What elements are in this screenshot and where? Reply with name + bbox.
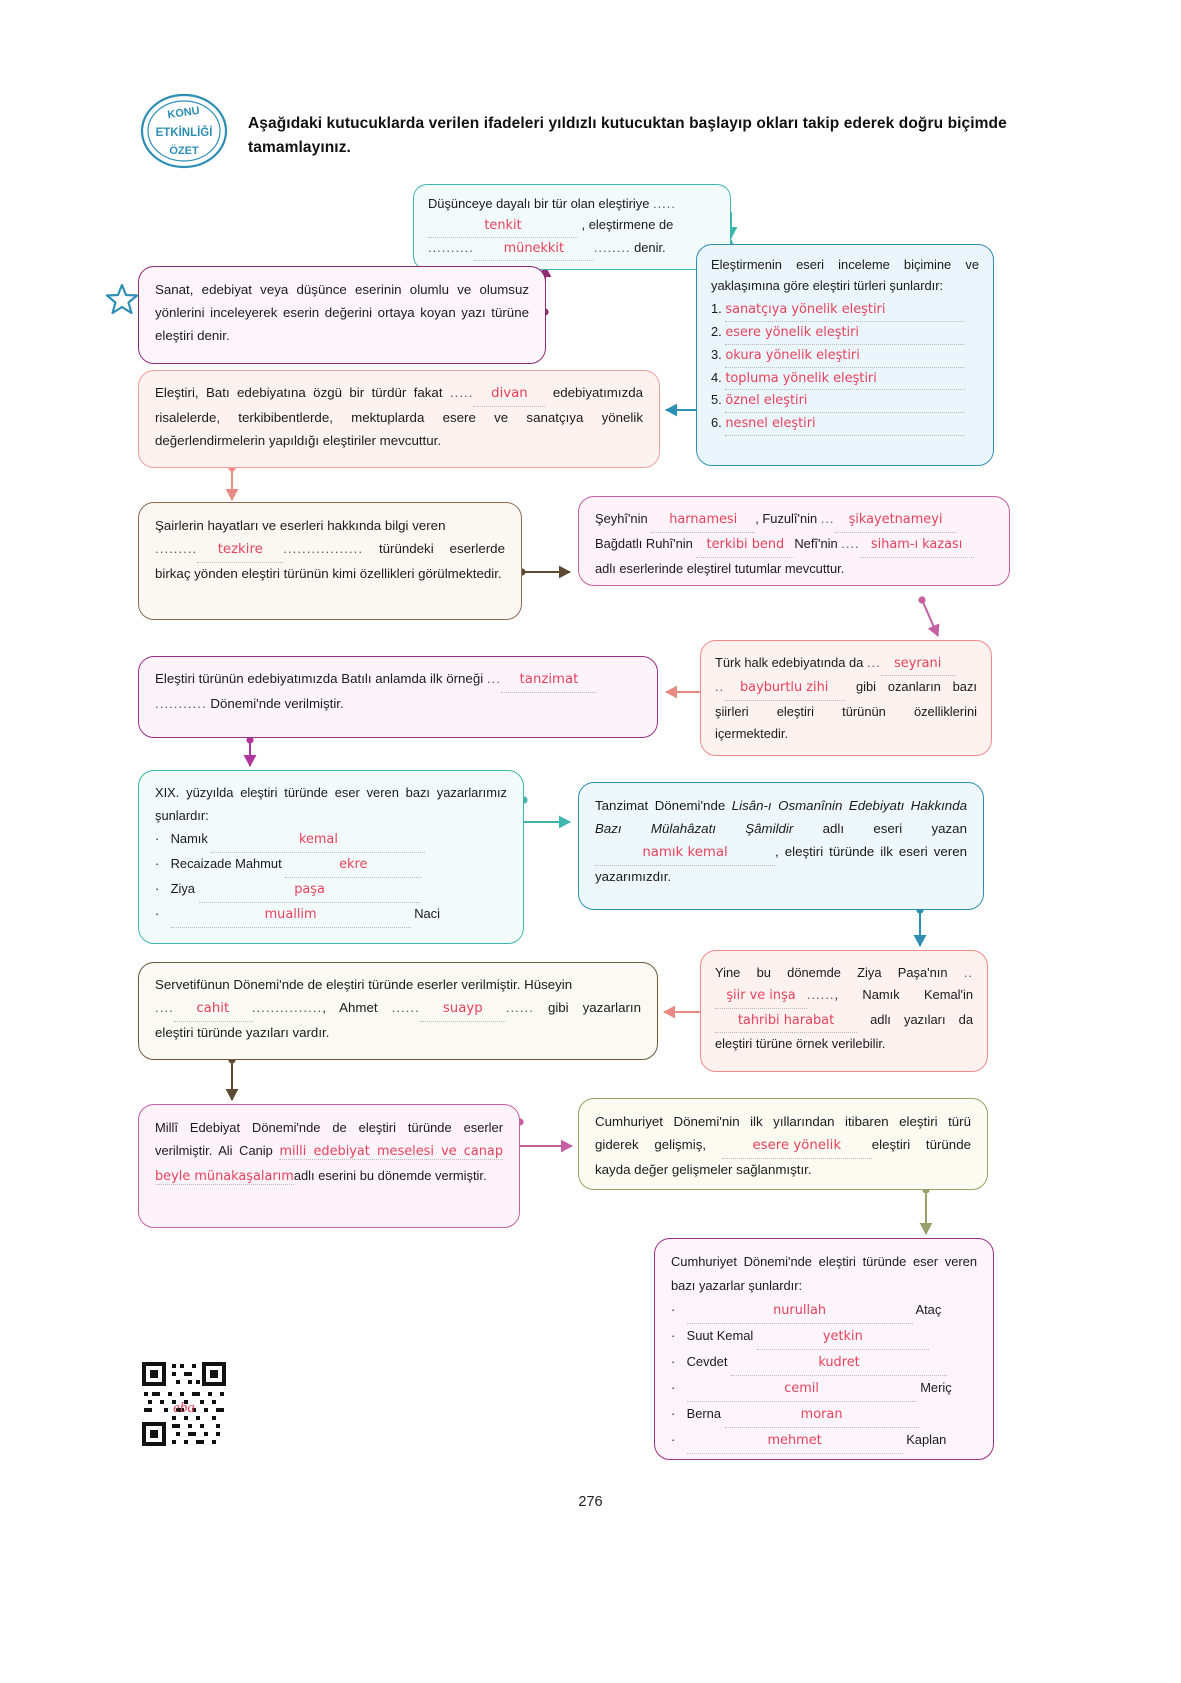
- cumhuriyet2-item-answer[interactable]: yetkin: [757, 1325, 929, 1350]
- box-seyhi-fuzuli: Şeyhî'nin harnamesi , Fuzulî'nin ... şikayetnameyi Bağdatlı Ruhî'nin terkibi bend Nefî'nin .... siham-ı kazası adlı eserlerinde eleştirel tutumlar mevcuttur.: [578, 496, 1010, 586]
- xix-item-prefix: Ziya: [170, 880, 195, 896]
- cumhuriyet1-text-1: Cumhuriyet Dönemi'nin ilk yıllarından itibaren eleştiri türü giderek gelişmiş,: [595, 1114, 971, 1152]
- cumhuriyet2-intro: Cumhuriyet Dönemi'nde eleştiri türünde eser veren bazı yazarlar şunlardır:: [671, 1254, 977, 1293]
- ziyapasa-answer-1[interactable]: şiir ve inşa: [715, 985, 807, 1008]
- seyhi-answer-3[interactable]: terkibi bend: [696, 534, 794, 558]
- tezkire-text-1: Şairlerin hayatları ve eserleri hakkında bilgi veren: [155, 518, 446, 533]
- ziyapasa-text-2: , Namık Kemal'in: [834, 987, 973, 1003]
- cumhuriyet2-item: · nurullah Ataç: [671, 1298, 977, 1324]
- servetifunun-answer-1[interactable]: cahit: [174, 998, 252, 1022]
- turleri-item-number: 5.: [711, 392, 722, 408]
- halk-answer-2[interactable]: bayburtlu zihi: [724, 677, 844, 700]
- seyhi-text-1: Şeyhî'nin: [595, 511, 648, 526]
- cumhuriyet2-item: · Suut Kemal yetkin: [671, 1324, 977, 1350]
- seyhi-text-4: Nefî'nin: [794, 535, 838, 551]
- turleri-item: [711, 413, 979, 436]
- cumhuriyet2-item: · Cevdet kudret: [671, 1350, 977, 1376]
- halk-answer-1[interactable]: seyrani: [881, 653, 955, 676]
- tenkit-text-1: Düşünceye dayalı bir tür olan eleştiriye: [428, 196, 650, 211]
- cumhuriyet2-item: · Berna moran: [671, 1402, 977, 1428]
- cumhuriyet2-item-answer[interactable]: nurullah: [687, 1299, 913, 1324]
- cumhuriyet2-item-prefix: Berna: [686, 1406, 721, 1421]
- turleri-item-number: 2.: [711, 323, 722, 339]
- box-cumhuriyet-gelisim: [578, 1098, 988, 1190]
- cumhuriyet2-item-answer[interactable]: kudret: [731, 1351, 947, 1376]
- box-lisan-i-osmani: [578, 782, 984, 910]
- turleri-item: [711, 390, 979, 413]
- box-servetifunun: Servetifünun Dönemi'nde de eleştiri türünde eserler verilmiştir. Hüseyin .... cahit ..............., Ahmet ...... suayp ...... gibi yazarların eleştiri türünde yazıları vardır.: [138, 962, 658, 1060]
- cumhuriyet2-item-suffix: Meriç: [920, 1380, 952, 1395]
- qr-eba-label: eba: [173, 1400, 195, 1416]
- tanzimat-text-2: Dönemi'nde verilmiştir.: [210, 695, 344, 711]
- box-ziya-pasa-siir-insa: Yine bu dönemde Ziya Paşa'nın ..şiir ve inşa ......, Namık Kemal'in tahribi harabat adlı yazıları da eleştiri türüne örnek verilebilir.: [700, 950, 988, 1072]
- tanzimat-text-1: Eleştiri türünün edebiyatımızda Batılı anlamda ilk örneği: [155, 671, 484, 686]
- ziyapasa-text-1: Yine bu dönemde Ziya Paşa'nın: [715, 965, 948, 980]
- xix-item-answer[interactable]: paşa: [199, 879, 421, 903]
- svg-text:ÖZET: ÖZET: [169, 145, 199, 157]
- halk-text-1: Türk halk edebiyatında da: [715, 655, 864, 670]
- cumhuriyet2-item-answer[interactable]: mehmet: [687, 1429, 903, 1454]
- xix-item-suffix: Naci: [414, 905, 440, 921]
- cumhuriyet2-item-prefix: Cevdet: [686, 1354, 728, 1369]
- turleri-item-answer[interactable]: nesnel eleştiri: [725, 414, 965, 436]
- box-tenkit: Düşünceye dayalı bir tür olan eleştiriye ..... tenkit , eleştirmene de .......... münekkit ........ denir.: [413, 184, 731, 270]
- xix-item-prefix: Namık: [170, 830, 208, 846]
- tezkire-text-2: türündeki eserlerde birkaç yönden eleştiri türünün kimi özellikleri görülmektedir.: [155, 540, 505, 581]
- ziyapasa-answer-2[interactable]: tahribi harabat: [715, 1010, 857, 1033]
- turleri-intro: Eleştirmenin eseri inceleme biçimine ve yaklaşımına göre eleştiri türleri şunlardır:: [711, 257, 979, 293]
- qr-code[interactable]: [138, 1358, 230, 1450]
- turleri-item-answer[interactable]: esere yönelik eleştiri: [725, 323, 965, 345]
- lisan-text-1: Tanzimat Dönemi'nde: [595, 798, 726, 813]
- turleri-item-number: 3.: [711, 346, 722, 362]
- start-star-icon: [104, 282, 140, 318]
- seyhi-text-5: adlı eserlerinde eleştirel tutumlar mevcuttur.: [595, 560, 845, 576]
- lisan-eser-adi: Lisân-ı Osmanînin Edebiyatı Hakkında Bazı Mülahâzatı Şâmildir: [595, 798, 967, 836]
- servetifunun-text-1: Servetifünun Dönemi'nde de eleştiri türünde eserler verilmiştir. Hüseyin: [155, 977, 573, 992]
- tezkire-answer[interactable]: tezkire: [197, 539, 283, 563]
- elestiri-def-text: Sanat, edebiyat veya düşünce eserinin olumlu ve olumsuz yönlerini inceleyerek eserin değerini ortaya koyan yazı türüne eleştiri denir.: [155, 282, 529, 343]
- cumhuriyet2-item-answer[interactable]: cemil: [687, 1377, 917, 1402]
- milli-text-1: Millî Edebiyat Dönemi'nde de eleştiri türünde eserler verilmiştir. Ali Canip: [155, 1120, 503, 1159]
- box-divan-edebiyati: Eleştiri, Batı edebiyatına özgü bir türdür fakat ..... divan edebiyatımızda risalelerde, terkibibentlerde, mektuplarda esere ve sanatçıya yönelik değerlendirmelerin yapıldığı eleştiriler mevcuttur.: [138, 370, 660, 468]
- seyhi-answer-4[interactable]: siham-ı kazası: [860, 534, 974, 558]
- xix-intro: XIX. yüzyılda eleştiri türünde eser veren bazı yazarlarımız şunlardır:: [155, 785, 507, 823]
- svg-text:ETKİNLİĞİ: ETKİNLİĞİ: [155, 127, 213, 139]
- box-xix-yuzyil-yazarlar: [138, 770, 524, 944]
- box-milli-edebiyat: [138, 1104, 520, 1228]
- milli-text-2: adlı eserini bu dönemde vermiştir.: [293, 1167, 487, 1183]
- box-elestiri-tanimi: [138, 266, 546, 364]
- cumhuriyet2-item: · cemil Meriç: [671, 1376, 977, 1402]
- cumhuriyet2-item-prefix: Suut Kemal: [686, 1328, 754, 1343]
- divan-answer[interactable]: divan: [473, 383, 545, 407]
- lisan-text-2: adlı eseri yazan: [822, 820, 967, 836]
- konu-etkinligi-ozeti-stamp: [138, 88, 230, 174]
- turleri-item: [711, 299, 979, 322]
- servetifunun-answer-2[interactable]: suayp: [420, 998, 506, 1022]
- lisan-answer[interactable]: namık kemal: [595, 842, 775, 866]
- ziyapasa-text-3: adlı yazıları da eleştiri türüne örnek verilebilir.: [715, 1011, 973, 1052]
- turleri-item: [711, 368, 979, 391]
- xix-item-answer[interactable]: ekre: [285, 854, 421, 878]
- tenkit-text-3: denir.: [634, 239, 666, 255]
- lisan-text-3: , eleştiri türünde ilk eseri veren yazarımızdır.: [595, 843, 967, 884]
- tenkit-text-2: , eleştirmene de: [581, 216, 674, 232]
- box-cumhuriyet-yazarlar: [654, 1238, 994, 1460]
- tenkit-answer-1[interactable]: tenkit: [428, 216, 578, 238]
- cumhuriyet2-item-suffix: Kaplan: [906, 1432, 947, 1447]
- xix-item: · Namık kemal: [155, 828, 507, 853]
- xix-item-prefix: Recaizade Mahmut: [170, 855, 282, 871]
- turleri-item: [711, 345, 979, 368]
- seyhi-text-2: , Fuzulî'nin: [755, 511, 818, 526]
- box-tanzimat-ilk-ornek: Eleştiri türünün edebiyatımızda Batılı anlamda ilk örneği ... tanzimat ........... Dönemi'nde verilmiştir.: [138, 656, 658, 738]
- cumhuriyet2-item: · mehmet Kaplan: [671, 1428, 977, 1454]
- seyhi-text-3: Bağdatlı Ruhî'nin: [595, 535, 693, 551]
- box-halk-edebiyati: Türk halk edebiyatında da ... seyrani .. bayburtlu zihi gibi ozanların bazı şiirleri eleştiri türünün özelliklerini içermektedir.: [700, 640, 992, 756]
- xix-item: · Recaizade Mahmut ekre: [155, 853, 507, 878]
- turleri-item-number: 1.: [711, 300, 722, 316]
- xix-item: · Ziya paşa: [155, 878, 507, 903]
- xix-item: · muallim Naci: [155, 903, 507, 928]
- servetifunun-text-2: , Ahmet: [322, 999, 378, 1015]
- tanzimat-answer[interactable]: tanzimat: [501, 669, 597, 693]
- servetifunun-text-3: gibi yazarların eleştiri türünde yazıları vardır.: [155, 999, 642, 1040]
- cumhuriyet1-text-2: eleştiri türünde kayda değer gelişmeler sağlanmıştır.: [595, 1136, 971, 1177]
- divan-text-2: edebiyatımızda risalelerde, terkibibentlerde, mektuplarda esere ve sanatçıya yönelik değerlendirmelerin yapıldığı eleştiriler mevcuttur.: [155, 385, 644, 448]
- turleri-item-answer[interactable]: topluma yönelik eleştiri: [725, 369, 965, 391]
- box-tezkire: Şairlerin hayatları ve eserleri hakkında bilgi veren ......... tezkire ................. türündeki eserlerde birkaç yönden eleştiri türünün kimi özellikleri görülmektedir.: [138, 502, 522, 620]
- turleri-item-answer[interactable]: sanatçıya yönelik eleştiri: [725, 300, 965, 322]
- cumhuriyet1-answer[interactable]: esere yönelik: [722, 1135, 872, 1159]
- turleri-item-answer[interactable]: öznel eleştiri: [725, 391, 965, 413]
- cumhuriyet2-item-answer[interactable]: moran: [725, 1403, 919, 1428]
- turleri-item: [711, 322, 979, 345]
- box-elestiri-turleri: [696, 244, 994, 466]
- page-number: 276: [578, 1494, 603, 1510]
- halk-text-2: gibi ozanların bazı şiirleri eleştiri türünün özelliklerini içermektedir.: [715, 679, 977, 742]
- seyhi-answer-1[interactable]: harnamesi: [651, 509, 755, 533]
- milli-answer[interactable]: milli edebiyat meselesi ve canap beyle münakaşalarım: [155, 1144, 504, 1184]
- divan-text-1: Eleştiri, Batı edebiyatına özgü bir türdür fakat: [155, 385, 443, 400]
- page-instruction: Aşağıdaki kutucuklarda verilen ifadeleri yıldızlı kutucuktan başlayıp okları takip ederek doğru biçimde tamamlayınız.: [248, 115, 1007, 157]
- seyhi-answer-2[interactable]: şikayetnameyi: [835, 509, 957, 533]
- xix-item-answer[interactable]: kemal: [211, 829, 425, 853]
- tenkit-answer-2[interactable]: münekkit: [474, 239, 594, 261]
- cumhuriyet2-item-suffix: Ataç: [915, 1302, 942, 1317]
- svg-text:KONU: KONU: [166, 104, 201, 122]
- turleri-item-number: 4.: [711, 369, 722, 385]
- turleri-item-answer[interactable]: okura yönelik eleştiri: [725, 346, 965, 368]
- turleri-item-number: 6.: [711, 415, 722, 431]
- xix-item-answer[interactable]: muallim: [171, 904, 411, 928]
